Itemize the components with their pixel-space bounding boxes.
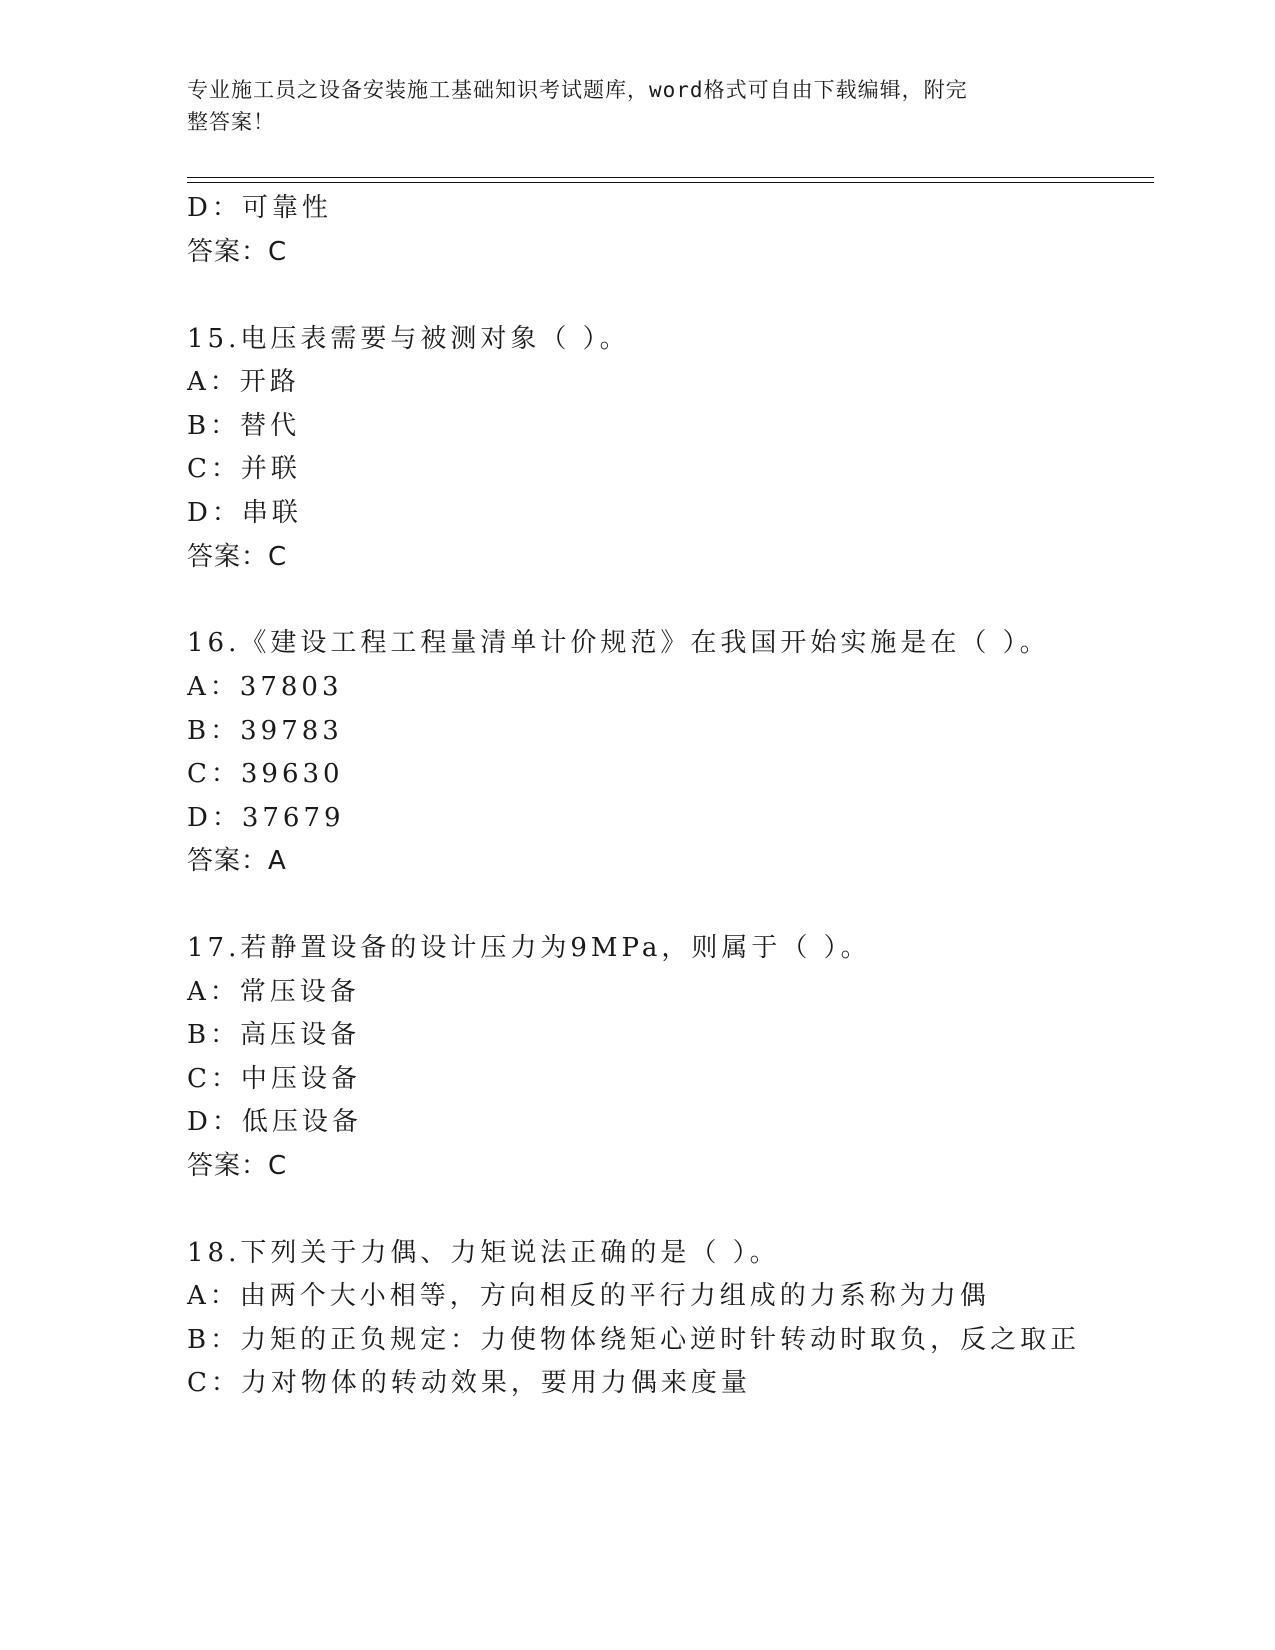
question-15-answer: 答案：C: [187, 542, 288, 572]
question-15-option-b: B：替代: [187, 411, 301, 441]
question-16-stem: 16.《建设工程工程量清单计价规范》在我国开始实施是在（ ）。: [187, 628, 1050, 658]
header-rule-top: [187, 177, 1154, 178]
question-17-option-a: A：常压设备: [187, 977, 360, 1007]
question-17-answer: 答案：C: [187, 1151, 288, 1181]
question-16-option-c: C：39630: [187, 759, 344, 789]
document-header: [187, 74, 1087, 138]
header-line-1: 专业施工员之设备安装施工基础知识考试题库，word格式可自由下载编辑，附完: [187, 78, 968, 102]
question-17-stem: 17.若静置设备的设计压力为9MPa，则属于（ ）。: [187, 933, 871, 963]
question-15-option-a: A：开路: [187, 367, 300, 397]
question-17-option-c: C：中压设备: [187, 1064, 361, 1094]
question-17-option-b: B：高压设备: [187, 1020, 361, 1050]
header-line-2: 整答案！: [187, 110, 275, 134]
question-18-option-a: A：由两个大小相等，方向相反的平行力组成的力系称为力偶: [187, 1281, 990, 1311]
question-16-option-a: A：37803: [187, 672, 343, 702]
question-18-option-c: C：力对物体的转动效果，要用力偶来度量: [187, 1368, 751, 1398]
prev-answer: 答案：C: [187, 237, 288, 267]
question-15-stem: 15.电压表需要与被测对象（ ）。: [187, 324, 630, 354]
prev-option-d: D：可靠性: [187, 193, 332, 223]
question-17-option-d: D：低压设备: [187, 1107, 362, 1137]
question-16-option-d: D：37679: [187, 803, 345, 833]
question-18-stem: 18.下列关于力偶、力矩说法正确的是（ ）。: [187, 1238, 780, 1268]
question-15-option-d: D：串联: [187, 498, 302, 528]
header-rule-bottom: [187, 182, 1154, 183]
question-18-option-b: B：力矩的正负规定：力使物体绕矩心逆时针转动时取负，反之取正: [187, 1325, 1081, 1355]
question-16-option-b: B：39783: [187, 716, 343, 746]
question-15-option-c: C：并联: [187, 454, 301, 484]
question-16-answer: 答案：A: [187, 846, 287, 876]
